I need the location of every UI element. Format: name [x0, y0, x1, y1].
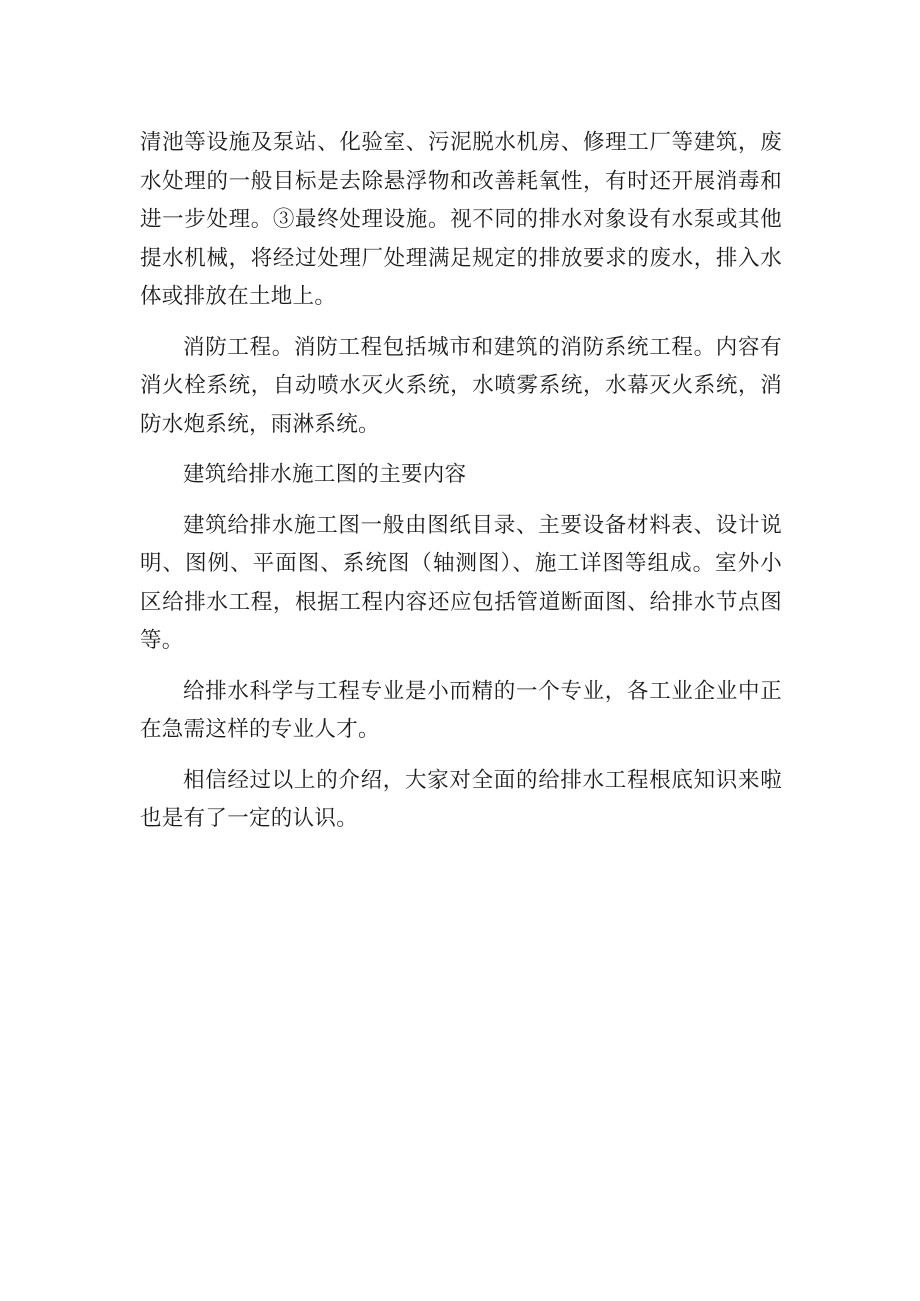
paragraph-drainage-facilities: 清池等设施及泵站、化验室、污泥脱水机房、修理工厂等建筑，废水处理的一般目标是去除悬浮物和改善耗氧性，有时还开展消毒和进一步处理。③最终处理设施。视不同的排水对象设有水泵或其他提水机械，将经过处理厂处理满足规定的排放要求的废水，排入水体或排放在土地上。: [140, 130, 782, 309]
paragraph-major-description: 给排水科学与工程专业是小而精的一个专业，各工业企业中正在急需这样的专业人才。: [140, 678, 782, 742]
section-heading-construction-drawings: 建筑给排水施工图的主要内容: [183, 462, 467, 487]
paragraph-fire-protection: 消防工程。消防工程包括城市和建筑的消防系统工程。内容有消火栓系统，自动喷水灭火系统，水喷雾系统，水幕灭火系统，消防水炮系统，雨淋系统。: [140, 334, 782, 437]
paragraph-drawing-contents: 建筑给排水施工图一般由图纸目录、主要设备材料表、设计说明、图例、平面图、系统图（轴测图）、施工详图等组成。室外小区给排水工程，根据工程内容还应包括管道断面图、给排水节点图等。: [140, 512, 782, 653]
document-body: [140, 124, 782, 851]
paragraph-conclusion: 相信经过以上的介绍，大家对全面的给排水工程根底知识来啦也是有了一定的认识。: [140, 767, 782, 831]
